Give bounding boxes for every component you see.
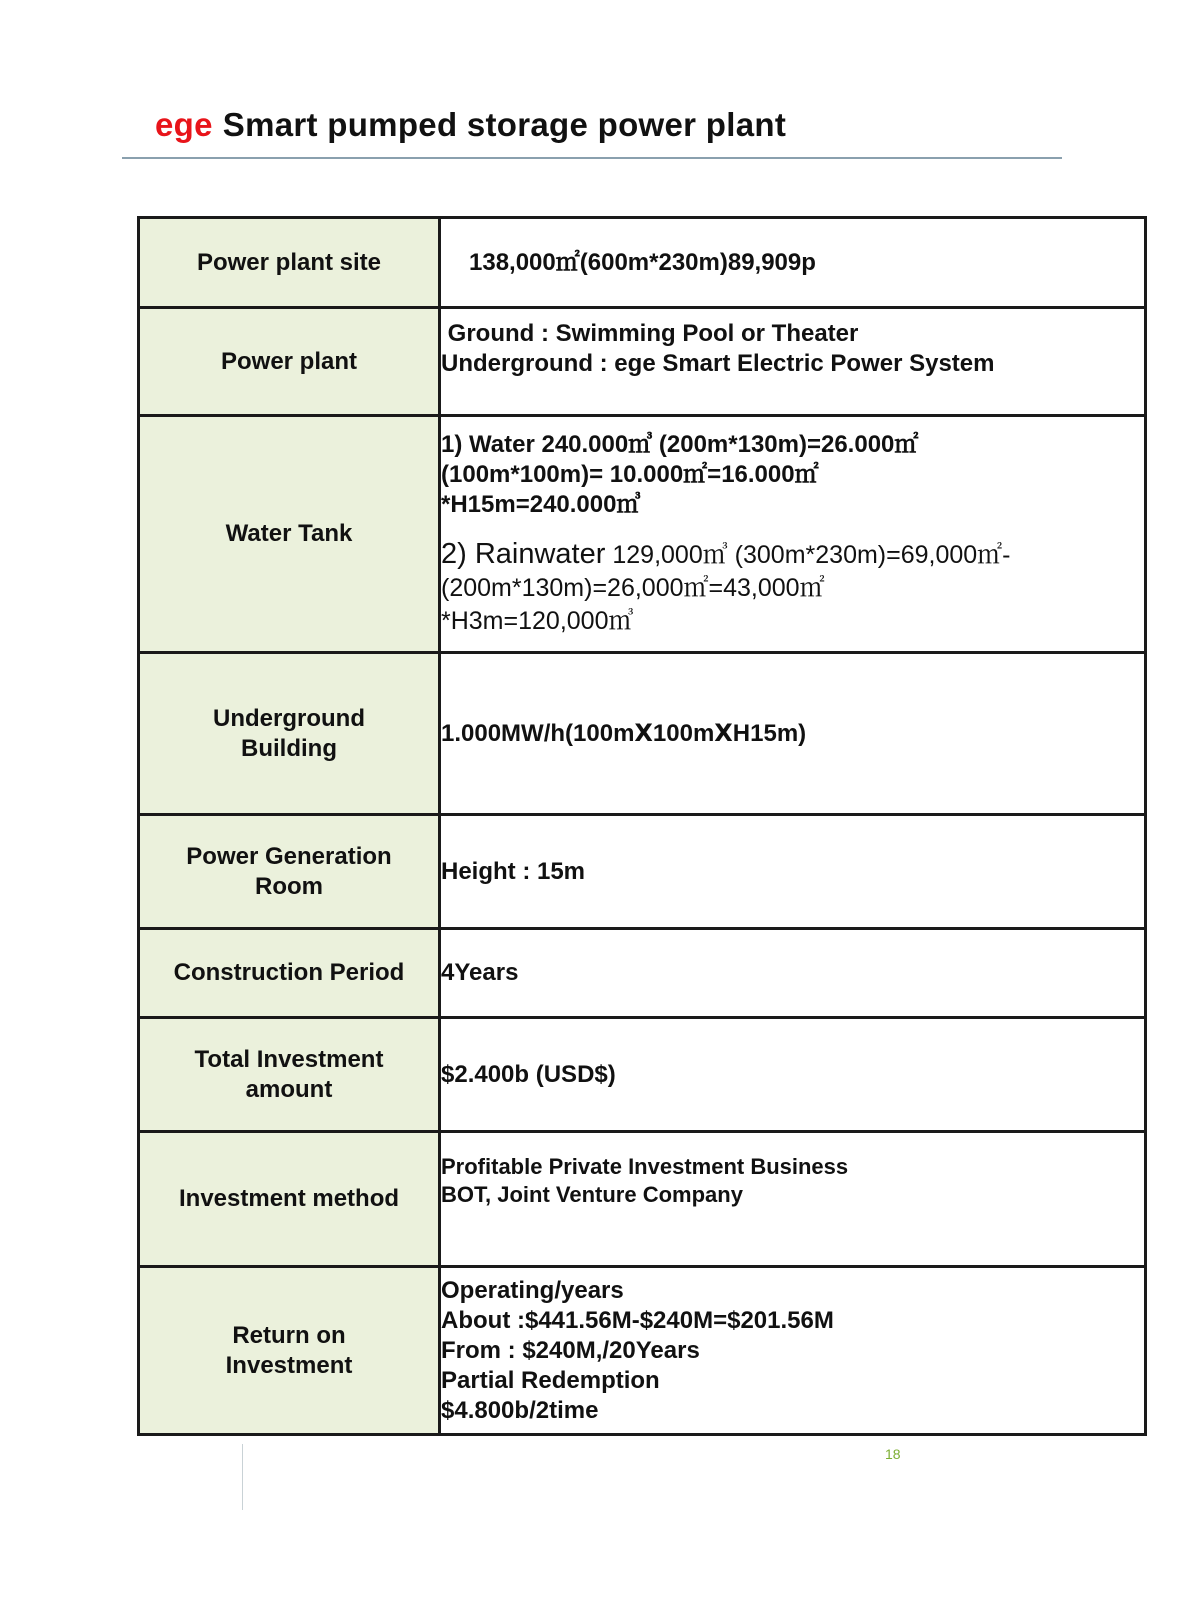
table-row (139, 1267, 1146, 1435)
row-value: 1.000MW/h(100mⅩ100mⅩH15m) (440, 653, 1146, 815)
row-value: 1) Water 240.000㎥ (200m*130m)=26.000㎡ (100m*100m)= 10.000㎡=16.000㎡ *H15m=240.000㎥ 2) Rainwater 129,000㎥ (300m*230m)=69,000㎡- (200m*130m)=26,000㎡=43,000㎡ *H3m=120,000㎥ (440, 416, 1146, 653)
row-label: Water Tank (139, 416, 440, 653)
row-value: 4Years (440, 929, 1146, 1018)
row-value: $2.400b (USD$) (440, 1018, 1146, 1132)
row-label: Investment method (139, 1132, 440, 1267)
row-value: 138,000㎡(600m*230m)89,909p (440, 218, 1146, 308)
table-row (139, 653, 1146, 815)
table-row (139, 1132, 1146, 1267)
row-value: Profitable Private Investment Business BOT, Joint Venture Company (440, 1132, 1146, 1267)
row-label: Return on Investment (139, 1267, 440, 1435)
row-label: Power plant site (139, 218, 440, 308)
row-label: Underground Building (139, 653, 440, 815)
table-row (139, 416, 1146, 653)
specification-table (137, 216, 1147, 1436)
row-value: Height : 15m (440, 815, 1146, 929)
row-label: Power Generation Room (139, 815, 440, 929)
row-value: Operating/years About :$441.56M-$240M=$201.56M From : $240M,/20Years Partial Redemption $4.800b/2time (440, 1267, 1146, 1435)
row-label: Power plant (139, 308, 440, 416)
row-value: Ground : Swimming Pool or Theater Underground : ege Smart Electric Power System (440, 308, 1146, 416)
row-label: Construction Period (139, 929, 440, 1018)
table-row (139, 929, 1146, 1018)
table-row (139, 308, 1146, 416)
table-row (139, 815, 1146, 929)
row-label: Total Investment amount (139, 1018, 440, 1132)
table-row (139, 218, 1146, 308)
title-text: Smart pumped storage power plant (222, 106, 787, 143)
brand-name: ege (155, 106, 213, 143)
title-underline (122, 157, 1062, 159)
page-title (155, 106, 786, 144)
margin-line (242, 1444, 243, 1510)
page-number: 18 (885, 1446, 901, 1462)
table-row (139, 1018, 1146, 1132)
